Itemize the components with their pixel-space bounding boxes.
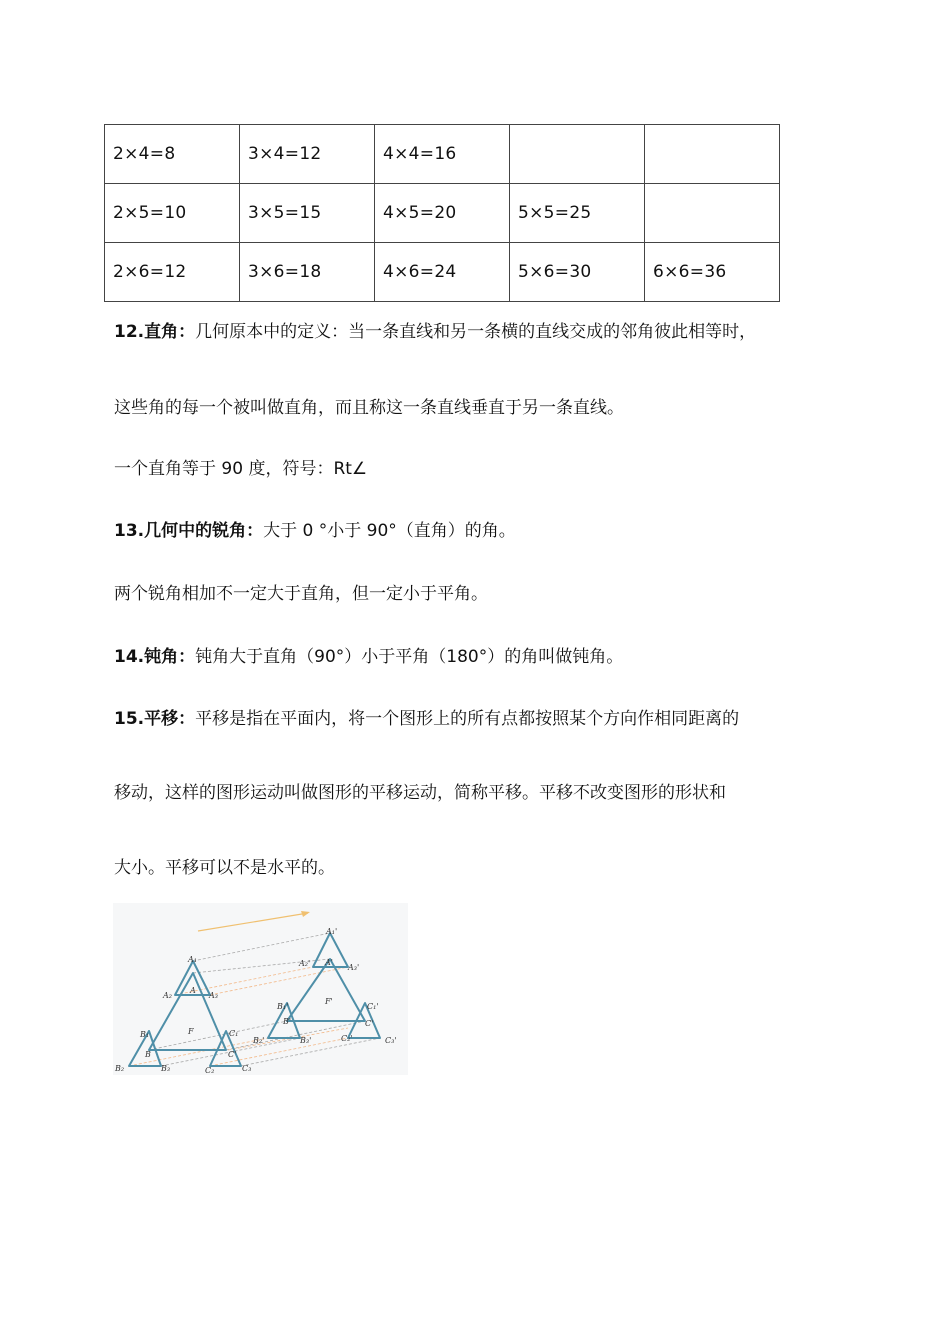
vertex-label: C₁': [367, 1002, 379, 1011]
vertex-label: C': [365, 1019, 374, 1028]
vertex-label: B₃: [161, 1064, 171, 1073]
table-row: [105, 243, 780, 302]
vertex-label: A₁: [188, 955, 197, 964]
paragraph-text: 钝角大于直角（90°）小于平角（180°）的角叫做钝角。: [195, 647, 624, 667]
vertex-label: B₁': [277, 1002, 289, 1011]
arrow-head-icon: [301, 911, 310, 917]
paragraph: 两个锐角相加不一定大于直角，但一定小于平角。: [114, 584, 488, 604]
vertex-label: B₁: [140, 1030, 150, 1039]
section-heading: 12.直角：: [114, 322, 196, 342]
paragraph: 大小。平移可以不是水平的。: [114, 858, 335, 878]
table-cell: 4×4=16: [375, 125, 510, 184]
table-cell: [645, 125, 780, 184]
table-cell: 3×6=18: [240, 243, 375, 302]
paragraph-text: 平移是指在平面内，将一个图形上的所有点都按照某个方向作相同距离的: [195, 709, 740, 729]
paragraph-text: 几何原本中的定义：当一条直线和另一条横的直线交成的邻角彼此相等时，: [195, 322, 757, 342]
figure-label: F: [188, 1027, 194, 1036]
vertex-label: B': [283, 1017, 292, 1026]
translation-line: [149, 1021, 287, 1050]
table-cell: 5×6=30: [510, 243, 645, 302]
vertex-label: B₃': [300, 1036, 312, 1045]
vertex-label: A': [325, 958, 333, 967]
translation-diagram: [113, 903, 408, 1075]
translation-definition: [114, 707, 739, 731]
vertex-label: A: [190, 986, 196, 995]
table-cell: 3×4=12: [240, 125, 375, 184]
table-cell: 4×6=24: [375, 243, 510, 302]
vertex-label: B₂: [115, 1064, 125, 1073]
acute-angle-definition: [114, 519, 516, 543]
section-heading: 14.钝角：: [114, 647, 196, 667]
vertex-label: A₂': [299, 959, 311, 968]
right-angle-definition: [114, 320, 756, 344]
vertex-label: C': [228, 1050, 237, 1059]
section-heading: 15.平移：: [114, 709, 196, 729]
vertex-label: B₂': [253, 1036, 265, 1045]
table-cell: 6×6=36: [645, 243, 780, 302]
table-cell: 3×5=15: [240, 184, 375, 243]
table-cell: [510, 125, 645, 184]
vertex-label: A₃': [348, 963, 360, 972]
table-row: [105, 184, 780, 243]
translation-line: [210, 967, 348, 995]
translation-line: [193, 933, 330, 961]
vertex-label: A₁': [326, 927, 338, 936]
table-cell: [645, 184, 780, 243]
vertex-label: A₃: [209, 991, 218, 1000]
table-cell: 5×5=25: [510, 184, 645, 243]
vertex-label: C₃: [242, 1064, 252, 1073]
paragraph-text: 大于 0 °小于 90°（直角）的角。: [263, 521, 516, 541]
table-row: [105, 125, 780, 184]
table-cell: 2×5=10: [105, 184, 240, 243]
paragraph: 移动，这样的图形运动叫做图形的平移运动，简称平移。平移不改变图形的形状和: [114, 783, 726, 803]
vertex-label: B: [145, 1050, 151, 1059]
vertex-label: C₁: [229, 1029, 239, 1038]
obtuse-angle-definition: [114, 645, 623, 669]
section-heading: 13.几何中的锐角：: [114, 521, 264, 541]
figure-label: F': [325, 997, 333, 1006]
paragraph: 这些角的每一个被叫做直角，而且称这一条直线垂直于另一条直线。: [114, 398, 624, 418]
translation-diagram-svg: [113, 903, 408, 1075]
triangle-f: [149, 973, 226, 1050]
vertex-label: C₃': [385, 1036, 397, 1045]
direction-arrow: [198, 913, 308, 931]
paragraph: 一个直角等于 90 度，符号：Rt∠: [114, 459, 368, 479]
vertex-label: C₂': [341, 1034, 353, 1043]
table-cell: 2×6=12: [105, 243, 240, 302]
table-cell: 2×4=8: [105, 125, 240, 184]
table-cell: 4×5=20: [375, 184, 510, 243]
multiplication-table: [104, 124, 780, 302]
vertex-label: A₂: [163, 991, 172, 1000]
vertex-label: C₂: [205, 1066, 215, 1075]
